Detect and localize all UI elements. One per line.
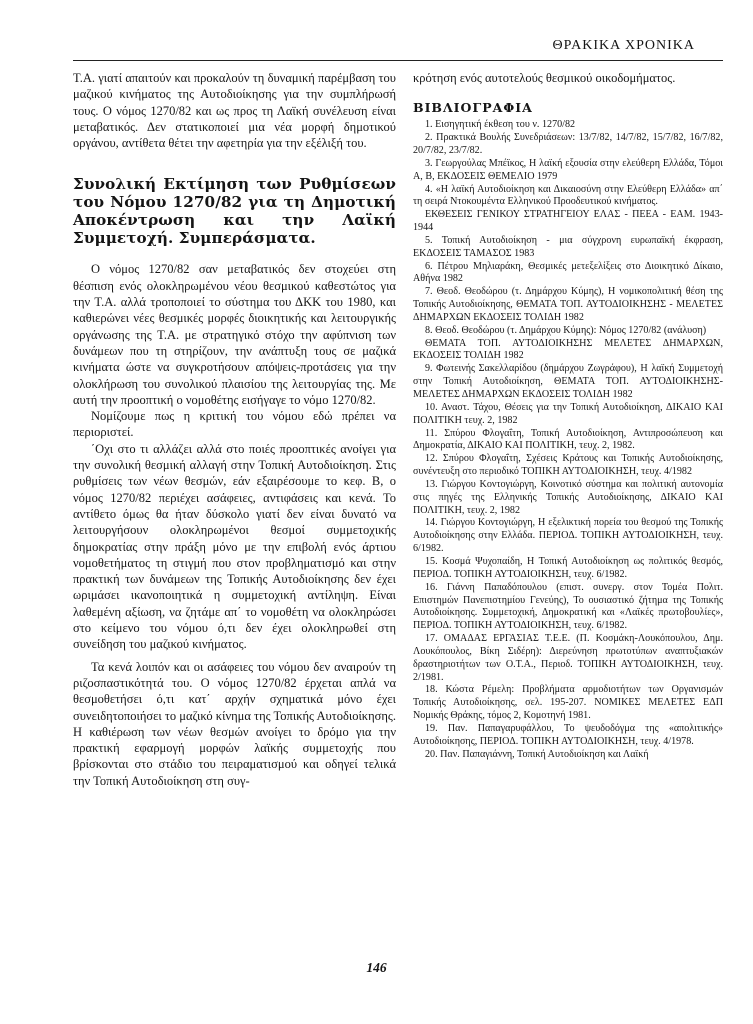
section-heading: Συνολική Εκτίμηση των Ρυθμίσεων του Νόμου 1270/82 για τη Δημοτική Αποκέντρωση και την Λαϊκή Συμμετοχή. Συμπεράσματα. <box>73 175 396 248</box>
bibliography-entry: ΘΕΜΑΤΑ ΤΟΠ. ΑΥΤΟΔΙΟΙΚΗΣΗΣ ΜΕΛΕΤΕΣ ΔΗΜΑΡΧΩΝ, ΕΚΔΟΣΕΙΣ ΤΟΛΙΔΗ 1982 <box>413 337 723 362</box>
body-paragraph: Ο νόμος 1270/82 σαν μεταβατικός δεν στοχεύει στη θέσπιση ενός ολοκληρωμένου νέου θεσμικού καθεστώτος για την Τ.Α. αλλά τροποποιεί το σύστημα του ΔΚΚ του 1980, και καθιερώνει νέες θεσμικές μορφές διοικητικής και λειτουργικής οργάνωσης της Τ.Α. με στρατηγικό στόχο την αφύπνιση των δυνάμεων που τη στηρίζουν, την ανάπτυξη τους σε μαζικά κινήματα ώστε να συγκροτήσουν απόψεις-προτάσεις για την ολοκλήρωση του συνολικού πλαισίου της λειτουργίας της. Με αυτή την προοπτική ο νομοθέτης εισήγαγε το νόμο 1270/82. <box>73 262 396 407</box>
bibliography-entry: 10. Αναστ. Τάχου, Θέσεις για την Τοπική Αυτοδιοίκηση, ΔΙΚΑΙΟ ΚΑΙ ΠΟΛΙΤΙΚΗ τευχ. 2, 1982 <box>413 401 723 426</box>
left-column-text <box>73 70 396 789</box>
left-column <box>73 70 396 789</box>
bibliography-entry: 2. Πρακτικά Βουλής Συνεδριάσεων: 13/7/82, 14/7/82, 15/7/82, 16/7/82, 20/7/82, 23/7/82. <box>413 132 723 156</box>
body-paragraph: Τα κενά λοιπόν και οι ασάφειες του νόμου δεν αναιρούν τη ριζοσπαστικότητά του. Ο νόμος 1270/82 έρχεται απλά να θεσμοθετήσει ό,τι κατ΄ αρχήν σχηματικά μόνο έχει συνειδητοποιήσει το μαζικό κίνημα της Τοπικής Αυτοδιοίκησης. Η καθιέρωση των νέων θεσμών ανοίγει το δρόμο για την πρακτική εφαρμογή μορφών λαϊκής συμμετοχής που βρίσκονται στο στάδιο του πειραματισμού και οδηγεί τελικά την Τοπική Αυτοδιοίκηση στη συγ- <box>73 659 396 788</box>
journal-title: ΘΡΑΚΙΚΑ ΧΡΟΝΙΚΑ <box>552 38 695 53</box>
bibliography-entry: 19. Παν. Παπαγαρυφάλλου, Το ψευδοδόγμα της «απολιτικής» Αυτοδιοίκησης, ΠΕΡΙΟΔ. ΤΟΠΙΚΗ ΑΥΤΟΔΙΟΙΚΗΣΗ, τευχ. 4/1978. <box>413 722 723 747</box>
bibliography-entry: 1. Εισηγητική έκθεση του ν. 1270/82 <box>425 119 576 131</box>
bibliography-entry: 11. Σπύρου Φλογαΐτη, Τοπική Αυτοδιοίκηση, Αντιπροσώπευση και Δημοκρατία, ΔΙΚΑΙΟ ΚΑΙ ΠΟΛΙΤΙΚΗ, τευχ. 2, 1982. <box>413 427 723 452</box>
continuation-paragraph: Τ.Α. γιατί απαιτούν και προκαλούν τη δυναμική παρέμβαση του μαζικού κινήματος της Αυτοδιοίκησης για την συμπλήρωσή τους. Ο νόμος 1270/82 και ως προς τη Λαϊκή συνέλευση είναι μεταβατικός. Δεν στατικοποιεί μια νέα μορφή δημοτικού οργάνου, αντίθετα θέτει την αφετηρία για την εξέλιξή του. <box>73 71 396 151</box>
bibliography-entry: 14. Γιώργου Κοντογιώργη, Η εξελικτική πορεία του θεσμού της Τοπικής Αυτοδιοίκησης στην Ελλάδα. ΠΕΡΙΟΔ. ΤΟΠΙΚΗ ΑΥΤΟΔΙΟΙΚΗΣΗ, τευχ. 6/1982. <box>413 517 723 555</box>
bibliography-list <box>413 119 723 761</box>
right-column-text <box>413 70 723 86</box>
bibliography-entry: 9. Φωτεινής Σακελλαρίδου (δημάρχου Ζωγράφου), Η λαϊκή Συμμετοχή στην Τοπική Αυτοδιοίκηση, ΘΕΜΑΤΑ ΤΟΠ. ΑΥΤΟΔΙΟΙΚΗΣΗΣ-ΜΕΛΕΤΕΣ ΔΗΜΑΡΧΩΝ ΕΚΔΟΣΕΙΣ ΤΟΛΙΔΗ 1982 <box>413 363 723 401</box>
body-paragraph: ΄Οχι στο τι αλλάζει αλλά στο ποιές προοπτικές ανοίγει για την συνολική θεσμική αλλαγή στην Τοπική Αυτοδιοίκηση. Στις ρυθμίσεις των νέων θεσμών, εάν εξαιρέσουμε το κεφ. Β, ο νόμος 1270/82 περιέχει ασάφειες, αντιφάσεις και κενά. Το αντίθετο όμως θα ήταν δύσκολο γιατί δεν είναι δυνατό να λειτουργήσουν ολοκληρωμένοι θεσμοί συμμετοχικής δημοκρατίας στην πράξη μόνο με την επιβολή ενός άρτιου νομοθετήματος τη στιγμή που στον προβληματισμό και στην πρακτική των δυνάμεων της Τοπικής Αυτοδιοίκησης δεν έχει ωριμάσει ικανοποιητικά η συμμετοχική αντίληψη. Είναι λαθεμένη αξίωση, να ζητάμε απ΄ το νομοθέτη να ολοκληρώσει στο κείμενο του νόμου ό,τι δεν έχει ολοκληρωθεί στη συνείδηση του μαζικού κινήματος. <box>73 441 396 652</box>
bibliography-entry: 13. Γιώργου Κοντογιώργη, Κοινοτικό σύστημα και πολιτική αυτονομία στις πηγές της Ελληνικής Τοπικής Αυτοδιοίκησης, ΔΙΚΑΙΟ ΚΑΙ ΠΟΛΙΤΙΚΗ, τευχ. 2, 1982 <box>413 478 723 516</box>
bibliography-title: ΒΙΒΛΙΟΓΡΑΦΙΑ <box>413 100 533 116</box>
bibliography-entry: 17. ΟΜΑΔΑΣ ΕΡΓΑΣΙΑΣ Τ.Ε.Ε. (Π. Κοσμάκη-Λουκόπουλου, Δημ. Λουκόπουλος, Βίκη Σιδέρη): Διερεύνηση πρωτοτύπων αναπτυξιακών δραστηριοτήτων των Ο.Τ.Α., Περιοδ. ΤΟΠΙΚΗ ΑΥΤΟΔΙΟΙΚΗΣΗ, τευχ. 2/1981. <box>413 633 723 683</box>
bibliography-entry: 8. Θεοδ. Θεοδώρου (τ. Δημάρχου Κύμης): Νόμος 1270/82 (ανάλυση) <box>425 324 707 336</box>
bibliography-entry: 5. Τοπική Αυτοδιοίκηση - μια σύγχρονη ευρωπαϊκή έκφραση, ΕΚΔΟΣΕΙΣ ΤΑΜΑΣΟΣ 1983 <box>413 234 723 259</box>
bibliography-entry: 16. Γιάννη Παπαδόπουλου (επιστ. συνεργ. στον Τομέα Πολιτ. Επιστημών Πανεπιστημίου Γενεύης), Το ουσιαστικό ζήτημα της Τοπικής Αυτοδιοίκησης. Συμμετοχική, Δημοκρατική και «Λαϊκές πρωτοβουλίες», ΠΕΡΙΟΔ. ΤΟΠΙΚΗ ΑΥΤΟΔΙΟΙΚΗΣΗ, τευχ. 6/1982. <box>413 581 723 632</box>
bibliography-entry: 12. Σπύρου Φλογαΐτη, Σχέσεις Κράτους και Τοπικής Αυτοδιοίκησης, συνέντευξη στο περιοδικό ΤΟΠΙΚΗ ΑΥΤΟΔΙΟΙΚΗΣΗ, τευχ. 4/1982 <box>413 453 723 478</box>
bibliography-entry: 7. Θεοδ. Θεοδώρου (τ. Δημάρχου Κύμης), Η νομικοπολιτική θέση της Τοπικής Αυτοδιοίκησης, ΘΕΜΑΤΑ ΤΟΠ. ΑΥΤΟΔΙΟΙΚΗΣΗΣ - ΜΕΛΕΤΕΣ ΔΗΜΑΡΧΩΝ ΕΚΔΟΣΕΙΣ ΤΟΛΙΔΗ 1982 <box>413 286 723 323</box>
page-number: 146 <box>366 960 387 975</box>
bibliography-entry: 6. Πέτρου Μηλιαράκη, Θεσμικές μετεξελίξεις στο Διοικητικό Δίκαιο, Αθήνα 1982 <box>413 260 723 285</box>
bibliography-entry: 18. Κώστα Ρέμελη: Προβλήματα αρμοδιοτήτων των Οργανισμών Τοπικής Αυτοδιοίκησης, σελ. 195-207. ΝΟΜΙΚΕΣ ΜΕΛΕΤΕΣ ΕΔΠ Νομικής Θράκης, τόμος 2, Κομοτηνή 1981. <box>413 684 723 722</box>
bibliography-entry: 3. Γεωργούλας Μπέϊκος, Η λαϊκή εξουσία στην ελεύθερη Ελλάδα, Τόμοι Α, Β, ΕΚΔΟΣΕΙΣ ΘΕΜΕΛΙΟ 1979 <box>413 157 723 182</box>
continuation-paragraph: κρότηση ενός αυτοτελούς θεσμικού οικοδομήματος. <box>413 71 676 85</box>
bibliography-entry: 20. Παν. Παπαγιάννη, Τοπική Αυτοδιοίκηση και Λαϊκή <box>425 748 649 760</box>
bibliography-entry: 15. Κοσμά Ψυχοπαίδη, Η Τοπική Αυτοδιοίκηση ως πολιτικός θεσμός, ΠΕΡΙΟΔ. ΤΟΠΙΚΗ ΑΥΤΟΔΙΟΙΚΗΣΗ, τευχ. 6/1982. <box>413 555 723 580</box>
right-column <box>413 70 723 761</box>
header-rule <box>73 60 723 61</box>
body-paragraph: Νομίζουμε πως η κριτική του νόμου εδώ πρέπει να περιοριστεί. <box>73 409 396 440</box>
bibliography-entry: ΕΚΘΕΣΕΙΣ ΓΕΝΙΚΟΥ ΣΤΡΑΤΗΓΕΙΟΥ ΕΛΑΣ - ΠΕΕΑ - ΕΑΜ. 1943-1944 <box>413 209 723 234</box>
bibliography-entry: 4. «Η λαϊκή Αυτοδιοίκηση και Δικαιοσύνη στην Ελεύθερη Ελλάδα» απ΄ τη σειρά Ντοκουμέντα Ελληνικού Προοδευτικού κινήματος. <box>413 183 723 208</box>
